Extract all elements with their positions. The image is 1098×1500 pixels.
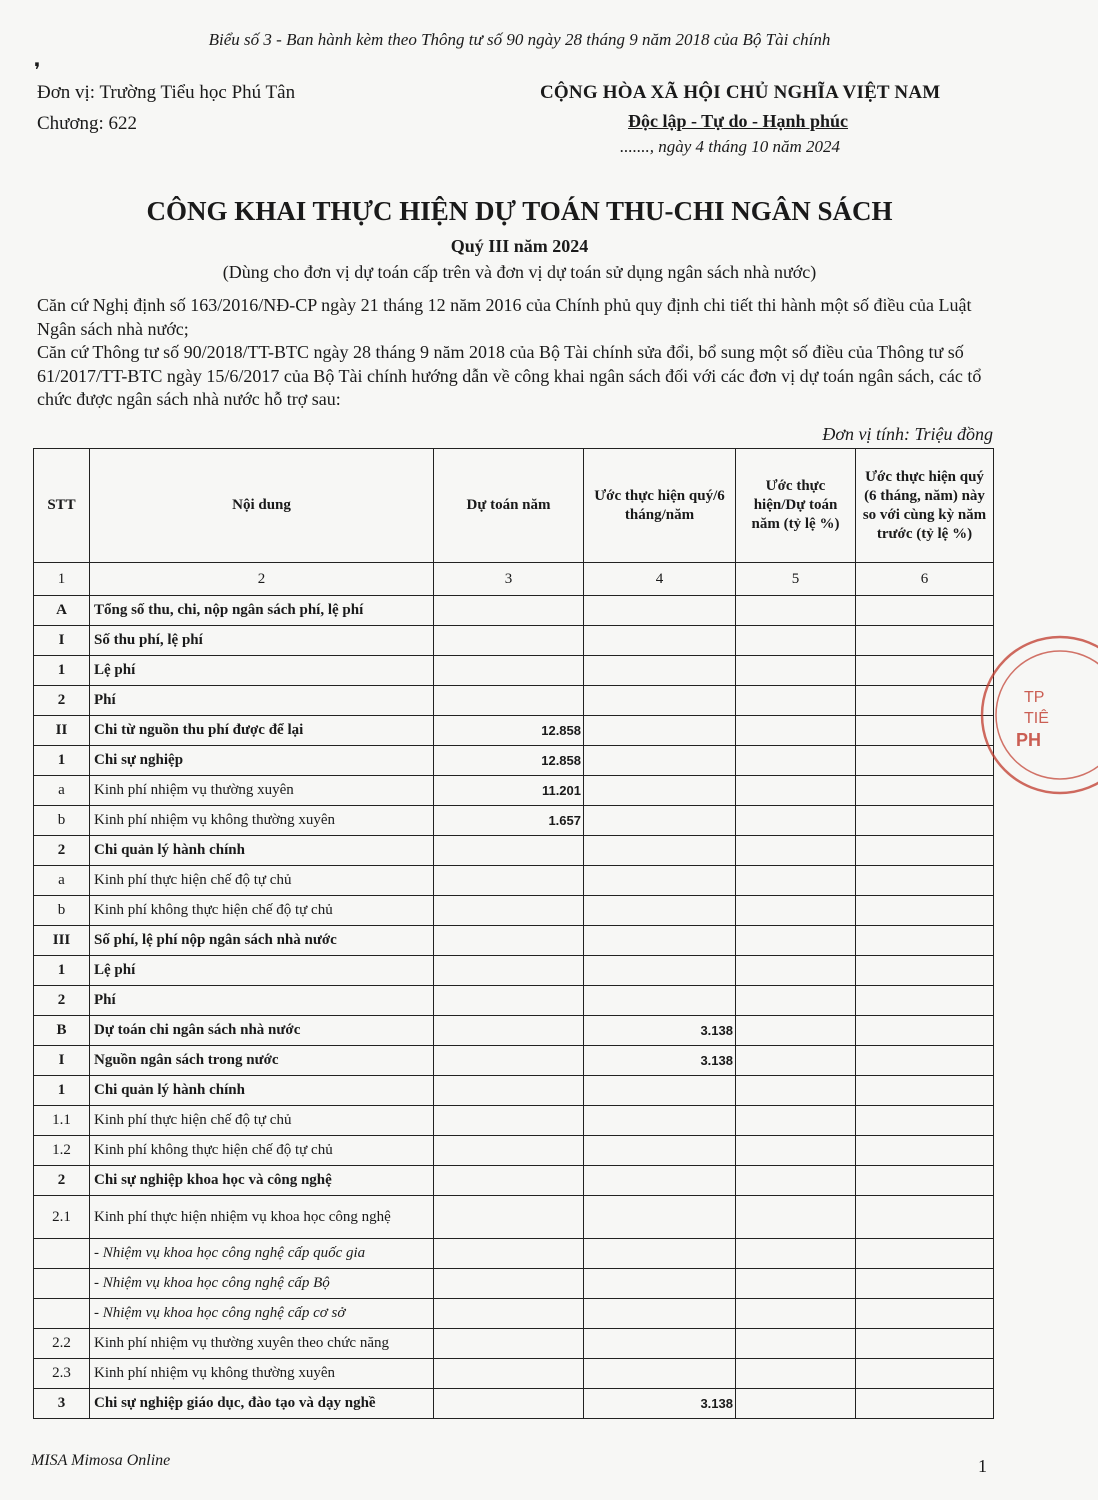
table-row [34,896,994,926]
actual-estimate-cell [584,806,736,836]
stt-cell: 1 [34,956,90,986]
column-header: STT [34,449,90,563]
estimate-year-cell [434,866,584,896]
table-row [34,1299,994,1329]
unit-name: Đơn vị: Trường Tiểu học Phú Tân [37,82,296,103]
content-cell: Kinh phí nhiệm vụ thường xuyên [90,776,434,806]
ratio-prior-cell [856,1196,994,1239]
content-cell: Chi sự nghiệp [90,746,434,776]
content-cell: Chi từ nguồn thu phí được để lại [90,716,434,746]
stt-cell [34,1239,90,1269]
table-row [34,746,994,776]
ratio-prior-cell [856,776,994,806]
column-header: Dự toán năm [434,449,584,563]
table-body [34,596,994,1419]
ratio-prior-cell [856,596,994,626]
ratio-prior-cell [856,806,994,836]
software-footer: MISA Mimosa Online [31,1452,171,1469]
content-cell: Kinh phí nhiệm vụ không thường xuyên [90,806,434,836]
legal-basis-1: Căn cứ Nghị định số 163/2016/NĐ-CP ngày 21 tháng 12 năm 2016 của Chính phủ quy định chi tiết thi hành một số điều của Luật Ngân sách nhà nước; [37,295,972,339]
content-cell: Chi quản lý hành chính [90,836,434,866]
ratio-estimate-cell [736,1046,856,1076]
ratio-estimate-cell [736,746,856,776]
table-row [34,1389,994,1419]
ratio-estimate-cell [736,596,856,626]
content-cell: Kinh phí thực hiện chế độ tự chủ [90,866,434,896]
actual-estimate-cell [584,866,736,896]
table-row [34,1329,994,1359]
legal-basis [37,294,992,412]
table-row [34,596,994,626]
ratio-prior-cell [856,716,994,746]
usage-note: (Dùng cho đơn vị dự toán cấp trên và đơn vị dự toán sử dụng ngân sách nhà nước) [222,262,817,282]
content-cell: Tổng số thu, chi, nộp ngân sách phí, lệ phí [90,596,434,626]
stt-cell: 3 [34,1389,90,1419]
column-header: Ước thực hiện quý (6 tháng, năm) này so với cùng kỳ năm trước (tỷ lệ %) [856,449,994,563]
ratio-estimate-cell [736,1269,856,1299]
ratio-estimate-cell [736,1329,856,1359]
ratio-estimate-cell [736,866,856,896]
content-cell: Chi quản lý hành chính [90,1076,434,1106]
table-row [34,866,994,896]
estimate-year-cell: 12.858 [434,716,584,746]
svg-text:TP: TP [1024,689,1045,706]
stt-cell: II [34,716,90,746]
content-cell: Số thu phí, lệ phí [90,626,434,656]
ratio-prior-cell [856,1136,994,1166]
table-row [34,956,994,986]
actual-estimate-cell [584,1106,736,1136]
actual-estimate-cell: 3.138 [584,1389,736,1419]
table-row [34,686,994,716]
ratio-estimate-cell [736,1166,856,1196]
stt-cell: 2 [34,686,90,716]
estimate-year-cell [434,1016,584,1046]
national-motto: Độc lập - Tự do - Hạnh phúc [628,111,849,131]
content-cell: Kinh phí không thực hiện chế độ tự chủ [90,1136,434,1166]
table-row [34,1076,994,1106]
estimate-year-cell [434,1389,584,1419]
ratio-prior-cell [856,1016,994,1046]
stt-cell [34,1269,90,1299]
ratio-prior-cell [856,926,994,956]
actual-estimate-cell [584,1299,736,1329]
ratio-estimate-cell [736,986,856,1016]
content-cell: Kinh phí không thực hiện chế độ tự chủ [90,896,434,926]
column-number: 5 [736,563,856,596]
stt-cell: 1.2 [34,1136,90,1166]
estimate-year-cell [434,1166,584,1196]
estimate-year-cell: 11.201 [434,776,584,806]
ratio-estimate-cell [736,626,856,656]
stt-cell: 1.1 [34,1106,90,1136]
ratio-prior-cell [856,1106,994,1136]
column-number-row [34,563,994,596]
content-cell: Lệ phí [90,656,434,686]
ratio-estimate-cell [736,776,856,806]
pen-mark: ❜ [34,60,41,82]
table-row [34,1106,994,1136]
content-cell: Phí [90,686,434,716]
estimate-year-cell [434,1329,584,1359]
column-header: Nội dung [90,449,434,563]
actual-estimate-cell [584,656,736,686]
ratio-estimate-cell [736,1076,856,1106]
actual-estimate-cell [584,1359,736,1389]
ratio-prior-cell [856,1329,994,1359]
stt-cell: 2 [34,986,90,1016]
content-cell: Kinh phí nhiệm vụ không thường xuyên [90,1359,434,1389]
svg-text:TIÊ: TIÊ [1024,710,1049,727]
ratio-prior-cell [856,866,994,896]
content-cell: Số phí, lệ phí nộp ngân sách nhà nước [90,926,434,956]
column-number: 2 [90,563,434,596]
stt-cell: 1 [34,1076,90,1106]
official-stamp [978,630,1098,800]
stt-cell: 2.1 [34,1196,90,1239]
reporting-period: Quý III năm 2024 [450,236,589,256]
svg-text:PH: PH [1016,730,1042,750]
ratio-prior-cell [856,1359,994,1389]
estimate-year-cell [434,896,584,926]
actual-estimate-cell [584,1076,736,1106]
actual-estimate-cell [584,896,736,926]
estimate-year-cell [434,1359,584,1389]
estimate-year-cell [434,1196,584,1239]
table-row [34,836,994,866]
table-row [34,1269,994,1299]
table-row [34,626,994,656]
ratio-prior-cell [856,836,994,866]
actual-estimate-cell [584,1136,736,1166]
ratio-prior-cell [856,1239,994,1269]
estimate-year-cell [434,1076,584,1106]
table-row [34,1016,994,1046]
currency-unit-note: Đơn vị tính: Triệu đồng [822,424,993,444]
estimate-year-cell [434,926,584,956]
stt-cell: a [34,776,90,806]
estimate-year-cell [434,1269,584,1299]
ratio-estimate-cell [736,1016,856,1046]
actual-estimate-cell [584,596,736,626]
ratio-estimate-cell [736,1106,856,1136]
ratio-prior-cell [856,1389,994,1419]
table-row [34,1046,994,1076]
chapter-code: Chương: 622 [37,113,138,134]
actual-estimate-cell [584,836,736,866]
stt-cell: 2.3 [34,1359,90,1389]
column-number: 3 [434,563,584,596]
stt-cell: b [34,806,90,836]
column-header: Ước thực hiện quý/6 tháng/năm [584,449,736,563]
actual-estimate-cell [584,716,736,746]
ratio-prior-cell [856,1269,994,1299]
ratio-estimate-cell [736,1196,856,1239]
ratio-prior-cell [856,1299,994,1329]
content-cell: - Nhiệm vụ khoa học công nghệ cấp quốc gia [90,1239,434,1269]
estimate-year-cell: 1.657 [434,806,584,836]
ratio-estimate-cell [736,1389,856,1419]
stt-cell: 1 [34,656,90,686]
stt-cell: b [34,896,90,926]
table-row [34,656,994,686]
budget-table [33,448,994,1419]
content-cell: Phí [90,986,434,1016]
ratio-estimate-cell [736,956,856,986]
actual-estimate-cell [584,1269,736,1299]
ratio-prior-cell [856,896,994,926]
actual-estimate-cell [584,686,736,716]
estimate-year-cell [434,596,584,626]
ratio-estimate-cell [736,686,856,716]
actual-estimate-cell [584,926,736,956]
content-cell: Chi sự nghiệp giáo dục, đào tạo và dạy nghề [90,1389,434,1419]
actual-estimate-cell [584,986,736,1016]
column-number: 4 [584,563,736,596]
ratio-estimate-cell [736,1359,856,1389]
form-reference: Biểu số 3 - Ban hành kèm theo Thông tư số 90 ngày 28 tháng 9 năm 2018 của Bộ Tài chính [208,30,831,49]
actual-estimate-cell [584,746,736,776]
estimate-year-cell [434,986,584,1016]
page-number: 1 [978,1456,987,1476]
legal-basis-2: Căn cứ Thông tư số 90/2018/TT-BTC ngày 28 tháng 9 năm 2018 của Bộ Tài chính sửa đổi, bổ sung một số điều của Thông tư số 61/2017/TT-BTC ngày 15/6/2017 của Bộ Tài chính hướng dẫn về công khai ngân sách đối với các đơn vị dự toán ngân sách, các tổ chức được ngân sách nhà nước hỗ trợ sau: [37,342,982,409]
table-row [34,776,994,806]
stt-cell: I [34,1046,90,1076]
content-cell: Kinh phí thực hiện chế độ tự chủ [90,1106,434,1136]
actual-estimate-cell [584,1166,736,1196]
stt-cell: 1 [34,746,90,776]
content-cell: Kinh phí thực hiện nhiệm vụ khoa học công nghệ [90,1196,434,1239]
stt-cell: 2 [34,1166,90,1196]
table-row [34,986,994,1016]
country-title: CỘNG HÒA XÃ HỘI CHỦ NGHĨA VIỆT NAM [540,82,941,103]
table-row [34,926,994,956]
actual-estimate-cell [584,626,736,656]
ratio-prior-cell [856,1046,994,1076]
actual-estimate-cell: 3.138 [584,1016,736,1046]
ratio-prior-cell [856,1076,994,1106]
actual-estimate-cell [584,1239,736,1269]
ratio-estimate-cell [736,656,856,686]
ratio-prior-cell [856,1166,994,1196]
column-number: 1 [34,563,90,596]
table-header-row [34,449,994,563]
estimate-year-cell [434,956,584,986]
estimate-year-cell [434,1136,584,1166]
ratio-prior-cell [856,986,994,1016]
content-cell: Kinh phí nhiệm vụ thường xuyên theo chức năng [90,1329,434,1359]
ratio-prior-cell [856,626,994,656]
estimate-year-cell [434,1299,584,1329]
content-cell: Nguồn ngân sách trong nước [90,1046,434,1076]
estimate-year-cell [434,626,584,656]
stt-cell: A [34,596,90,626]
content-cell: Lệ phí [90,956,434,986]
estimate-year-cell [434,656,584,686]
ratio-prior-cell [856,956,994,986]
actual-estimate-cell [584,1196,736,1239]
column-number: 6 [856,563,994,596]
table-row [34,1196,994,1239]
ratio-estimate-cell [736,836,856,866]
estimate-year-cell: 12.858 [434,746,584,776]
ratio-prior-cell [856,656,994,686]
content-cell: Chi sự nghiệp khoa học và công nghệ [90,1166,434,1196]
table-row [34,806,994,836]
ratio-estimate-cell [736,716,856,746]
stt-cell: 2.2 [34,1329,90,1359]
ratio-prior-cell [856,746,994,776]
estimate-year-cell [434,1239,584,1269]
ratio-prior-cell [856,686,994,716]
table-row [34,1166,994,1196]
content-cell: Dự toán chi ngân sách nhà nước [90,1016,434,1046]
stt-cell: 2 [34,836,90,866]
stt-cell: I [34,626,90,656]
stt-cell [34,1299,90,1329]
estimate-year-cell [434,1046,584,1076]
ratio-estimate-cell [736,806,856,836]
dateline: ......., ngày 4 tháng 10 năm 2024 [620,137,841,156]
stt-cell: B [34,1016,90,1046]
actual-estimate-cell [584,776,736,806]
ratio-estimate-cell [736,1299,856,1329]
actual-estimate-cell: 3.138 [584,1046,736,1076]
stt-cell: III [34,926,90,956]
actual-estimate-cell [584,1329,736,1359]
estimate-year-cell [434,686,584,716]
column-header: Ước thực hiện/Dự toán năm (tỷ lệ %) [736,449,856,563]
content-cell: - Nhiệm vụ khoa học công nghệ cấp cơ sở [90,1299,434,1329]
table-row [34,1239,994,1269]
ratio-estimate-cell [736,926,856,956]
stt-cell: a [34,866,90,896]
table-row [34,716,994,746]
estimate-year-cell [434,1106,584,1136]
estimate-year-cell [434,836,584,866]
document-title: CÔNG KHAI THỰC HIỆN DỰ TOÁN THU-CHI NGÂN SÁCH [146,196,893,226]
ratio-estimate-cell [736,1136,856,1166]
ratio-estimate-cell [736,896,856,926]
table-row [34,1359,994,1389]
table-row [34,1136,994,1166]
ratio-estimate-cell [736,1239,856,1269]
content-cell: - Nhiệm vụ khoa học công nghệ cấp Bộ [90,1269,434,1299]
actual-estimate-cell [584,956,736,986]
